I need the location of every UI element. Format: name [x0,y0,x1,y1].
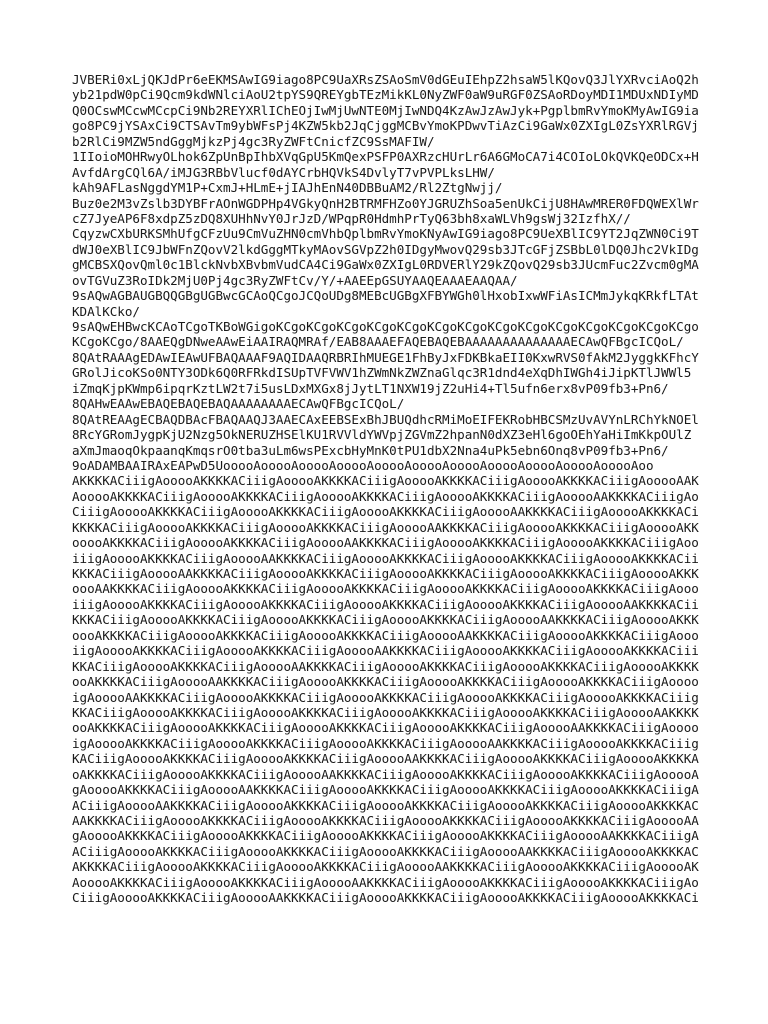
text-line-repeat: AAKKKKACiiigAooooAKKKKACiiigAooooAKKKKACiiigAooooAKKKKACiiigAooooAKKKKACiiigAooooAA [72,813,699,828]
text-line: kAh9AFLasNggdYM1P+CxmJ+HLmE+jIAJhEnN40DBBuAM2/Rl2ZtgNwjj/ [72,180,503,196]
text-line-repeat: gAooooAKKKKACiiigAooooAAKKKKACiiigAooooAKKKKACiiigAooooAKKKKACiiigAooooAKKKKACiiigA [72,782,699,798]
base64-text-block [72,72,712,906]
text-line: dWJ0eXBlIC9JbWFnZQovV2lkdGggMTkyMAovSGVpZ2h0IDgyMwovQ29sb3JTcGFjZSBbL0lDQ0Jhc2VkIDg [72,241,699,257]
text-line-repeat: oAKKKKACiiigAooooAKKKKACiiigAooooAAKKKKACiiigAooooAKKKKACiiigAooooAKKKKACiiigAooooA [72,766,699,782]
text-line-repeat: iiigAooooAKKKKACiiigAooooAKKKKACiiigAooooAKKKKACiiigAooooAKKKKACiiigAooooAAKKKKACii [72,596,699,612]
text-line: go8PC9jYSAxCi9CTSAvTm9ybWFsPj4KZW5kb2JqCjggMCBvYmoKPDwvTiAzCi9GaWx0ZXIgL0ZsYXRlRGVj [72,118,699,134]
text-line-repeat: KKKKACiiigAooooAKKKKACiiigAooooAKKKKACiiigAooooAAKKKKACiiigAooooAKKKKACiiigAooooAKK [72,519,699,535]
text-line: JVBERi0xLjQKJdPr6eEKMSAwIG9iago8PC9UaXRsZSAoSmV0dGEuIEhpZ2hsaW5lKQovQ3JlYXRvciAoQ2h [72,72,699,87]
text-line: 9oADAMBAAIRAxEAPwD5UooooAooooAooooAooooAooooAooooAooooAooooAooooAooooAooooAoo [72,457,654,473]
text-line: aXmJmaoqOkpaanqKmqsrO0tba3uLm6wsPExcbHyMnK0tPU1dbX2Nna4uPk5ebn6Onq8vP09fb3+Pn6/ [72,442,669,458]
text-line-repeat: oooAAKKKKACiiigAooooAKKKKACiiigAooooAKKKKACiiigAooooAKKKKACiiigAooooAKKKKACiiigAooo [72,581,699,597]
text-line: KCgoKCgo/8AAEQgDNweAAwEiAAIRAQMRAf/EAB8AAAEFAQEBAQEBAAAAAAAAAAAAAAECAwQFBgcICQoL/ [72,334,684,350]
text-line: 8QAtREAAgECBAQDBAcFBAQAAQJ3AAECAxEEBSExBhJBUQdhcRMiMoEIFEKRobHBCSMzUvAVYnLRChYkNOEl [72,411,699,427]
text-line-repeat: AKKKKACiiigAooooAKKKKACiiigAooooAKKKKACiiigAooooAKKKKACiiigAooooAKKKKACiiigAooooAAK [72,473,699,489]
text-line: 1IIoioMOHRwyOLhok6ZpUnBpIhbXVqGpU5KmQexPSFP0AXRzcHUrLr6A6GMoCA7i4COIoLOkQVKQeODCx+H [72,149,699,165]
text-line-repeat: iigAooooAKKKKACiiigAooooAKKKKACiiigAooooAAKKKKACiiigAooooAKKKKACiiigAooooAKKKKACiii [72,643,699,659]
text-line-repeat: igAooooAKKKKACiiigAooooAKKKKACiiigAooooAKKKKACiiigAooooAAKKKKACiiigAooooAKKKKACiiig [72,735,699,751]
text-line: AvfdArgCQl6A/iMJG3RBbVlucf0dAYCrbHQVkS4DvlyT7vPVPLksLHW/ [72,164,495,180]
text-line: Buz0e2M3vZslb3DYBFrAOnWGDPHp4VGkyQnH2BTRMFHZo0YJGRUZhSoa5enUkCijU8HAwMRER0FDQWEXlWr [72,195,699,211]
text-line-repeat: ACiiigAooooAKKKKACiiigAooooAKKKKACiiigAooooAKKKKACiiigAooooAAKKKKACiiigAooooAKKKKAC [72,843,699,859]
text-line: 8RcYGRomJygpKjU2Nzg5OkNERUZHSElKU1RVVldYWVpjZGVmZ2hpanN0dXZ3eHl6goOEhYaHiImKkpOUlZ [72,427,692,443]
text-line-repeat: KKACiiigAooooAKKKKACiiigAooooAAKKKKACiiigAooooAKKKKACiiigAooooAKKKKACiiigAooooAKKKK [72,658,699,674]
text-line: b2RlCi9MZW5ndGggMjkzPj4gc3RyZWFtCnicfZC9SsMAFIW/ [72,133,435,149]
text-line: iZmqKjpKWmp6ipqrKztLW2t7i5usLDxMXGx8jJytLT1NXW19jZ2uHi4+Tl5ufn6erx8vP09fb3+Pn6/ [72,380,669,396]
text-line-repeat: AooooAKKKKACiiigAooooAKKKKACiiigAooooAKKKKACiiigAooooAKKKKACiiigAooooAAKKKKACiiigAo [72,488,699,504]
text-line: 9sAQwEHBwcKCAoTCgoTKBoWGigoKCgoKCgoKCgoKCgoKCgoKCgoKCgoKCgoKCgoKCgoKCgoKCgoKCgoKCgo [72,319,699,334]
text-line-repeat: ooooAKKKKACiiigAooooAKKKKACiiigAooooAAKKKKACiiigAooooAKKKKACiiigAooooAKKKKACiiigAoo [72,535,699,551]
text-line: Q0OCswMCcwMCcpCi9Nb2REYXRlIChEOjIwMjUwNTE0MjIwNDQ4KzAwJzAwJyk+PgplbmRvYmoKMyAwIG9ia [72,102,699,118]
text-line: CqyzwCXbURKSMhUfgCFzUu9CmVuZHN0cmVhbQplbmRvYmoKNyAwIG9iago8PC9UeXBlIC9YT2JqZWN0Ci9T [72,226,699,242]
text-line-repeat: KACiiigAooooAKKKKACiiigAooooAKKKKACiiigAooooAAKKKKACiiigAooooAKKKKACiiigAooooAKKKKA [72,751,699,767]
text-line: GRolJicoKSo0NTY3ODk6Q0RFRkdISUpTVFVWV1hZWmNkZWZnaGlqc3R1dnd4eXqDhIWGh4iJipKTlJWWl5 [72,365,692,381]
text-line-repeat: igAooooAAKKKKACiiigAooooAKKKKACiiigAooooAKKKKACiiigAooooAKKKKACiiigAooooAKKKKACiiig [72,689,699,705]
text-line-repeat: KKKACiiigAooooAAKKKKACiiigAooooAKKKKACiiigAooooAKKKKACiiigAooooAKKKKACiiigAooooAKKK [72,566,699,581]
text-line: KDAlKCko/ [72,303,140,319]
text-line-repeat: CiiigAooooAKKKKACiiigAooooAKKKKACiiigAooooAKKKKACiiigAooooAAKKKKACiiigAooooAKKKKACi [72,504,699,520]
text-line: gMCBSXQovQml0c1BlckNvbXBvbmVudCA4Ci9GaWx0ZXIgL0RDVERlY29kZQovQ29sb3JUcmFuc2Zvcm0gMA [72,257,699,273]
text-line-repeat: gAooooAKKKKACiiigAooooAKKKKACiiigAooooAKKKKACiiigAooooAKKKKACiiigAooooAAKKKKACiiigA [72,828,699,844]
text-line: ovTGVuZ3RoIDk2MjU0Pj4gc3RyZWFtCv/Y/+AAEEpGSUYAAQEAAAEAAQAA/ [72,272,518,288]
text-line-repeat: iiigAooooAKKKKACiiigAooooAAKKKKACiiigAooooAKKKKACiiigAooooAKKKKACiiigAooooAKKKKACii [72,550,699,566]
text-line-repeat: CiiigAooooAKKKKACiiigAooooAAKKKKACiiigAooooAKKKKACiiigAooooAKKKKACiiigAooooAKKKKACi [72,890,699,906]
text-line-repeat: ooAKKKKACiiigAooooAKKKKACiiigAooooAKKKKACiiigAooooAKKKKACiiigAooooAAKKKKACiiigAoooo [72,720,699,736]
text-line-repeat: ooAKKKKACiiigAooooAAKKKKACiiigAooooAKKKKACiiigAooooAKKKKACiiigAooooAKKKKACiiigAoooo [72,674,699,690]
text-line-repeat: ACiiigAooooAAKKKKACiiigAooooAKKKKACiiigAooooAKKKKACiiigAooooAKKKKACiiigAooooAKKKKAC [72,797,699,813]
text-line: cZ7JyeAP6F8xdpZ5zDQ8XUHhNvY0JrJzD/WPqpR0HdmhPrTyQ63bh8xaWLVh9gsWj32IzfhX// [72,210,631,226]
text-line-repeat: oooAKKKKACiiigAooooAKKKKACiiigAooooAKKKKACiiigAooooAAKKKKACiiigAooooAKKKKACiiigAooo [72,627,699,643]
text-line: 8QAtRAAAgEDAwIEAwUFBAQAAAF9AQIDAAQRBRIhMUEGE1FhByJxFDKBkaEII0KxwRVS0fAkM2JyggkKFhcY [72,349,699,365]
text-line-repeat: AKKKKACiiigAooooAKKKKACiiigAooooAKKKKACiiigAooooAAKKKKACiiigAooooAKKKKACiiigAooooAK [72,859,699,875]
text-line-repeat: KKACiiigAooooAKKKKACiiigAooooAKKKKACiiigAooooAKKKKACiiigAooooAKKKKACiiigAooooAAKKKK [72,704,699,720]
text-line-repeat: AooooAKKKKACiiigAooooAKKKKACiiigAooooAAKKKKACiiigAooooAKKKKACiiigAooooAKKKKACiiigAo [72,874,699,890]
text-line: 9sAQwAGBAUGBQQGBgUGBwcGCAoQCgoJCQoUDg8MEBcUGBgXFBYWGh0lHxobIxwWFiAsICMmJykqKRkfLTAt [72,288,699,304]
text-line: yb21pdW0pCi9Qcm9kdWNlciAoU2tpYS9QREYgbTEzMikKL0NyZWF0aW9uRGF0ZSAoRDoyMDI1MDUxNDIyMD [72,87,699,103]
text-line: 8QAHwEAAwEBAQEBAQEBAQAAAAAAAAECAwQFBgcICQoL/ [72,396,405,412]
text-line-repeat: KKKACiiigAooooAKKKKACiiigAooooAKKKKACiiigAooooAKKKKACiiigAooooAAKKKKACiiigAooooAKKK [72,612,699,628]
